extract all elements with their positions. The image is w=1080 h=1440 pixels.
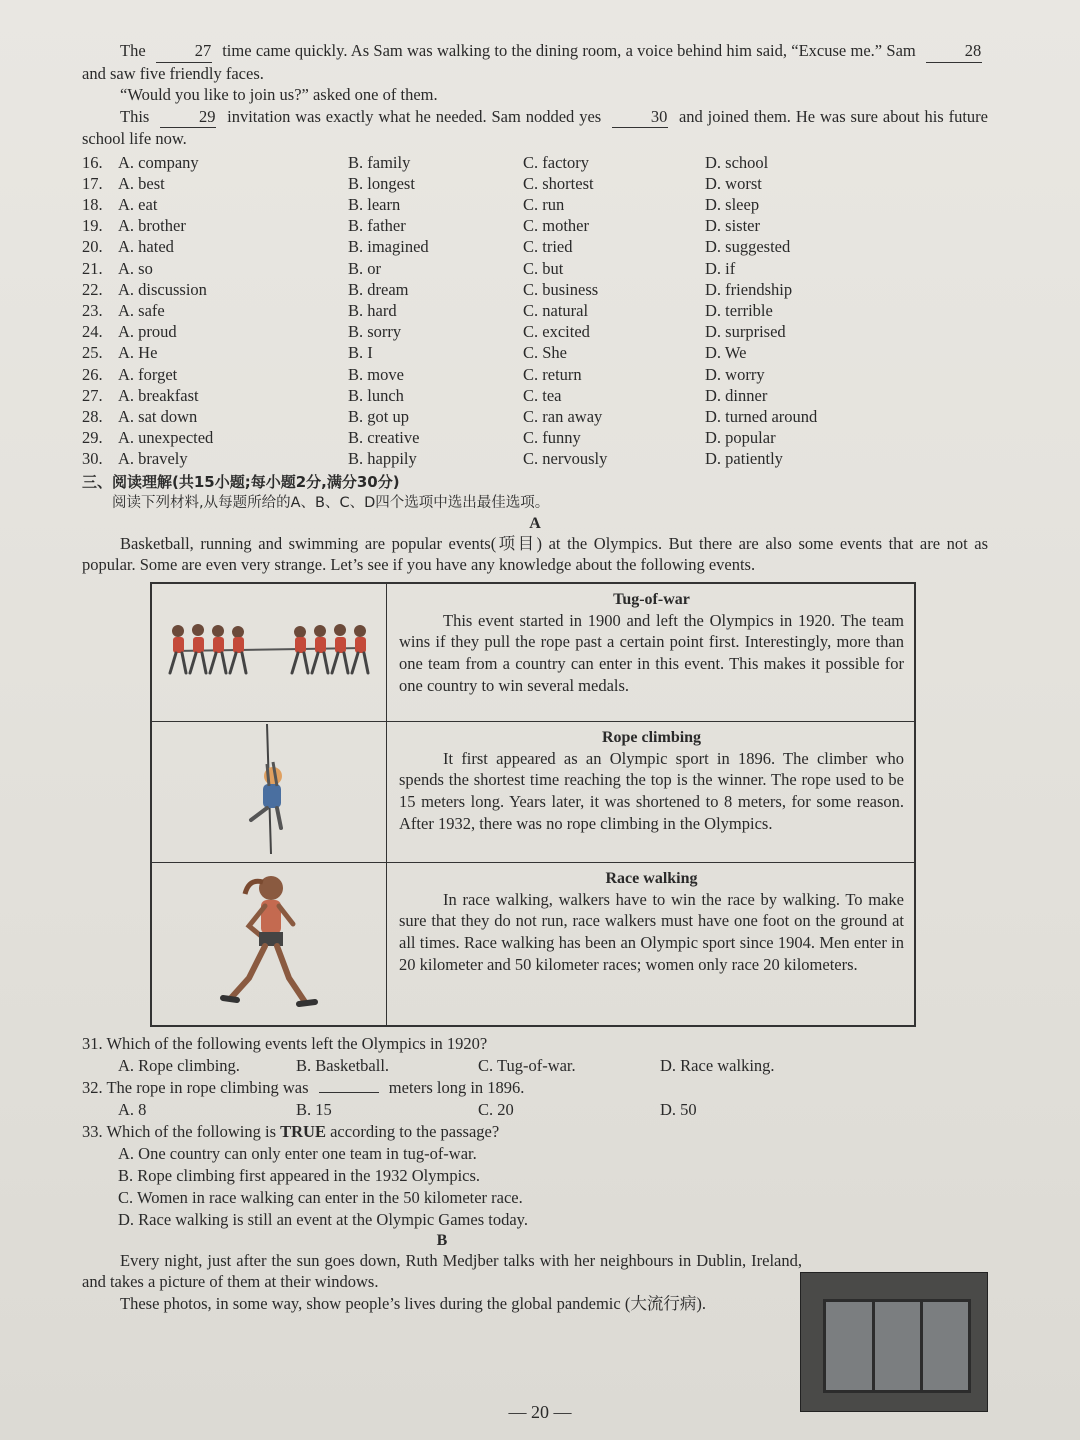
event-row bbox=[151, 721, 915, 862]
question-32 bbox=[82, 1077, 988, 1099]
option-a: A. forget bbox=[118, 364, 178, 384]
option-b: B. move bbox=[348, 364, 404, 384]
option-b: B. got up bbox=[348, 406, 409, 426]
option-c: C. nervously bbox=[523, 449, 608, 469]
question-number: 24. bbox=[82, 322, 103, 342]
race-walking-illustration bbox=[151, 862, 387, 1026]
event-title: Tug-of-war bbox=[613, 590, 690, 608]
option-d: D. surprised bbox=[705, 322, 786, 342]
option-b: B. I bbox=[348, 343, 373, 363]
option-d: D. if bbox=[705, 258, 736, 278]
race-walking-icon bbox=[209, 866, 329, 1016]
choice-row bbox=[82, 300, 988, 321]
cloze-text: and joined them. He was bbox=[678, 106, 846, 126]
option-d: D. terrible bbox=[705, 300, 773, 320]
option-c: C. shortest bbox=[523, 173, 594, 193]
event-cell bbox=[387, 583, 916, 722]
choice-row bbox=[82, 385, 988, 406]
question-text: Which of the following events left the Olympics in 1920? bbox=[106, 1033, 488, 1053]
choice-row bbox=[82, 364, 988, 385]
choice-row bbox=[82, 194, 988, 215]
option-b: B. longest bbox=[348, 173, 415, 193]
option-a: A. eat bbox=[118, 194, 158, 214]
option-b: B. creative bbox=[348, 428, 420, 448]
option-a: A. safe bbox=[118, 300, 165, 320]
option-d: D. turned around bbox=[705, 406, 818, 426]
option-c: C. tried bbox=[523, 237, 573, 257]
option-b: B. dream bbox=[348, 279, 409, 299]
option-b: B. hard bbox=[348, 300, 397, 320]
question-31 bbox=[82, 1033, 988, 1055]
option-a: A. hated bbox=[118, 237, 174, 257]
option-a: A. 8 bbox=[118, 1099, 147, 1119]
question-emphasis: TRUE bbox=[280, 1121, 326, 1141]
question-number: 26. bbox=[82, 364, 103, 384]
choice-row bbox=[82, 173, 988, 194]
option-c: C. tea bbox=[523, 385, 562, 405]
cloze-text: and saw five friendly faces. bbox=[82, 63, 264, 83]
option-b: B. or bbox=[348, 258, 381, 278]
option-a: A. Rope climbing. bbox=[118, 1055, 240, 1075]
choice-row bbox=[82, 406, 988, 427]
event-body: In race walking, walkers have to win the race by walking. To make sure that they do not run, race walkers must have one foot on the ground at all times. Race walking has been an Olympic sport since 1904. Men enter in 20 kilometer and 50 kilometer races; women only race 20 kilometers. bbox=[399, 889, 904, 974]
section-heading: 三、阅读理解(共15小题;每小题2分,满分30分) bbox=[82, 472, 400, 491]
option-b: B. learn bbox=[348, 194, 401, 214]
option-d: D. sleep bbox=[705, 194, 760, 214]
question-number: 20. bbox=[82, 237, 103, 257]
question-number: 22. bbox=[82, 279, 103, 299]
option-a: A. One country can only enter one team in tug-of-war. bbox=[118, 1143, 477, 1163]
event-title: Race walking bbox=[605, 869, 698, 887]
option-a: A. breakfast bbox=[118, 385, 199, 405]
cloze-text: time came quickly. As Sam was walking to the dining room, a voice behind him said, bbox=[222, 41, 787, 60]
tug-of-war-icon bbox=[164, 615, 374, 685]
question-number: 21. bbox=[82, 258, 103, 278]
question-number: 19. bbox=[82, 216, 103, 236]
blank-27: 27 bbox=[156, 40, 212, 63]
option-c: C. She bbox=[523, 343, 568, 363]
passage-a-intro: Basketball, running and swimming are popular events(项目) at the Olympics. But there are also some events that are not as popular. Some are even very strange. Let’s see if you have any knowledge about the following events. bbox=[82, 533, 988, 575]
question-number: 23. bbox=[82, 300, 103, 320]
option-d: D. worry bbox=[705, 364, 765, 384]
question-number: 27. bbox=[82, 385, 103, 405]
option-d: D. suggested bbox=[705, 237, 791, 257]
question-number: 32. bbox=[82, 1077, 103, 1097]
option-c: C. business bbox=[523, 279, 599, 299]
option-d: D. sister bbox=[705, 216, 760, 236]
choice-row bbox=[82, 321, 988, 342]
option-c: C. Tug-of-war. bbox=[478, 1055, 576, 1075]
event-cell bbox=[387, 862, 916, 1026]
option-d: D. dinner bbox=[705, 385, 768, 405]
question-number: 18. bbox=[82, 194, 103, 214]
cloze-line bbox=[82, 106, 988, 150]
blank-29: 29 bbox=[160, 106, 216, 129]
option-c: C. factory bbox=[523, 152, 589, 172]
question-32-options bbox=[82, 1099, 988, 1121]
choice-row bbox=[82, 427, 988, 448]
section-instruction: 阅读下列材料,从每题所给的A、B、C、D四个选项中选出最佳选项。 bbox=[112, 494, 550, 511]
option-a: A. proud bbox=[118, 322, 177, 342]
question-31-options bbox=[82, 1055, 988, 1077]
question-number: 33. bbox=[82, 1121, 103, 1141]
question-text: Which of the following is bbox=[106, 1121, 281, 1141]
tug-of-war-illustration bbox=[151, 583, 387, 722]
window-photo bbox=[800, 1272, 988, 1412]
option-c: C. excited bbox=[523, 322, 590, 342]
cloze-text: The bbox=[120, 41, 146, 60]
option-a: A. He bbox=[118, 343, 158, 363]
option-d: D. Race walking. bbox=[660, 1055, 775, 1075]
blank-28: 28 bbox=[926, 40, 982, 63]
option-b: B. Rope climbing first appeared in the 1932 Olympics. bbox=[118, 1165, 481, 1185]
option-b: B. father bbox=[348, 216, 406, 236]
option-a: A. brother bbox=[118, 216, 186, 236]
option-c: C. funny bbox=[523, 428, 581, 448]
question-text: according to the passage? bbox=[325, 1121, 500, 1141]
cloze-choices bbox=[82, 152, 988, 470]
choice-row bbox=[82, 342, 988, 363]
passage-b-paragraph: These photos, in some way, show people’s lives during the global pandemic (大流行病). bbox=[120, 1293, 706, 1313]
option-c: C. but bbox=[523, 258, 564, 278]
event-cell bbox=[387, 721, 916, 862]
cloze-text: This bbox=[120, 106, 150, 126]
question-33 bbox=[82, 1121, 988, 1143]
option-a: A. sat down bbox=[118, 406, 198, 426]
event-title: Rope climbing bbox=[601, 728, 702, 746]
choice-row bbox=[82, 448, 988, 469]
page-number: — 20 — bbox=[508, 1402, 572, 1422]
option-d: D. patiently bbox=[705, 449, 783, 469]
event-row bbox=[151, 862, 915, 1026]
option-c: C. ran away bbox=[523, 406, 603, 426]
rope-climbing-icon bbox=[229, 724, 309, 854]
passage-b bbox=[82, 1250, 802, 1315]
option-c: C. return bbox=[523, 364, 582, 384]
choice-row bbox=[82, 258, 988, 279]
choice-row bbox=[82, 152, 988, 173]
option-d: D. friendship bbox=[705, 279, 793, 299]
cloze-text: invitation was exactly what he needed. Sam nodded yes bbox=[227, 106, 602, 126]
option-d: D. school bbox=[705, 152, 769, 172]
option-a: A. unexpected bbox=[118, 428, 214, 448]
choice-row bbox=[82, 236, 988, 257]
question-number: 17. bbox=[82, 173, 103, 193]
option-a: A. company bbox=[118, 152, 199, 172]
option-a: A. so bbox=[118, 258, 153, 278]
question-number: 25. bbox=[82, 343, 103, 363]
event-body: It first appeared as an Olympic sport in 1896. The climber who spends the shortest time reaching the top is the winner. The rope used to be 15 meters long. Years later, it was shortened to 8 meters, for some reason. After 1932, there was no rope climbing in the Olympics. bbox=[399, 748, 904, 833]
option-b: B. lunch bbox=[348, 385, 404, 405]
option-a: A. best bbox=[118, 173, 165, 193]
option-d: D. worst bbox=[705, 173, 762, 193]
blank-30: 30 bbox=[612, 106, 668, 129]
option-a: A. discussion bbox=[118, 279, 207, 299]
option-c: C. natural bbox=[523, 300, 589, 320]
cloze-text: “Excuse me.” Sam bbox=[791, 41, 916, 60]
option-b: B. Basketball. bbox=[296, 1055, 390, 1075]
window-frame bbox=[823, 1299, 971, 1393]
option-b: B. imagined bbox=[348, 237, 429, 257]
question-number: 29. bbox=[82, 428, 103, 448]
question-text: meters long in 1896. bbox=[388, 1077, 525, 1097]
option-b: B. sorry bbox=[348, 322, 402, 342]
passage-label-b: B bbox=[436, 1231, 448, 1249]
option-c: C. run bbox=[523, 194, 565, 214]
question-number: 28. bbox=[82, 406, 103, 426]
passage-b-paragraph: Every night, just after the sun goes down, Ruth Medjber talks with her neighbours in Dublin, Ireland, and takes a picture of them at their windows. bbox=[82, 1250, 802, 1292]
question-text: The rope in rope climbing was bbox=[106, 1077, 309, 1097]
choice-row bbox=[82, 215, 988, 236]
question-number: 31. bbox=[82, 1033, 103, 1053]
option-c: C. Women in race walking can enter in the 50 kilometer race. bbox=[118, 1187, 523, 1207]
answer-blank bbox=[319, 1092, 379, 1093]
option-b: B. family bbox=[348, 152, 411, 172]
rope-climbing-illustration bbox=[151, 721, 387, 862]
option-b: B. 15 bbox=[296, 1099, 332, 1119]
option-d: D. Race walking is still an event at the Olympic Games today. bbox=[118, 1209, 528, 1229]
option-d: D. popular bbox=[705, 428, 776, 448]
question-number: 30. bbox=[82, 449, 103, 469]
passage-label-a: A bbox=[529, 514, 541, 532]
question-number: 16. bbox=[82, 152, 103, 172]
option-c: C. mother bbox=[523, 216, 589, 236]
event-body: This event started in 1900 and left the Olympics in 1920. The team wins if they pull the rope past a certain point first. Interestingly, more than one team from a country can enter in this event. This makes it possible for one country to win several medals. bbox=[399, 610, 904, 695]
cloze-line: “Would you like to join us?” asked one of them. bbox=[120, 85, 438, 104]
option-c: C. 20 bbox=[478, 1099, 514, 1119]
option-a: A. bravely bbox=[118, 449, 188, 469]
cloze-text: sure about his future school life now. bbox=[82, 106, 988, 148]
cloze-line bbox=[82, 40, 988, 84]
option-d: D. 50 bbox=[660, 1099, 697, 1119]
event-row bbox=[151, 583, 915, 722]
option-b: B. happily bbox=[348, 449, 417, 469]
option-d: D. We bbox=[705, 343, 747, 363]
choice-row bbox=[82, 279, 988, 300]
events-table bbox=[150, 582, 916, 1027]
